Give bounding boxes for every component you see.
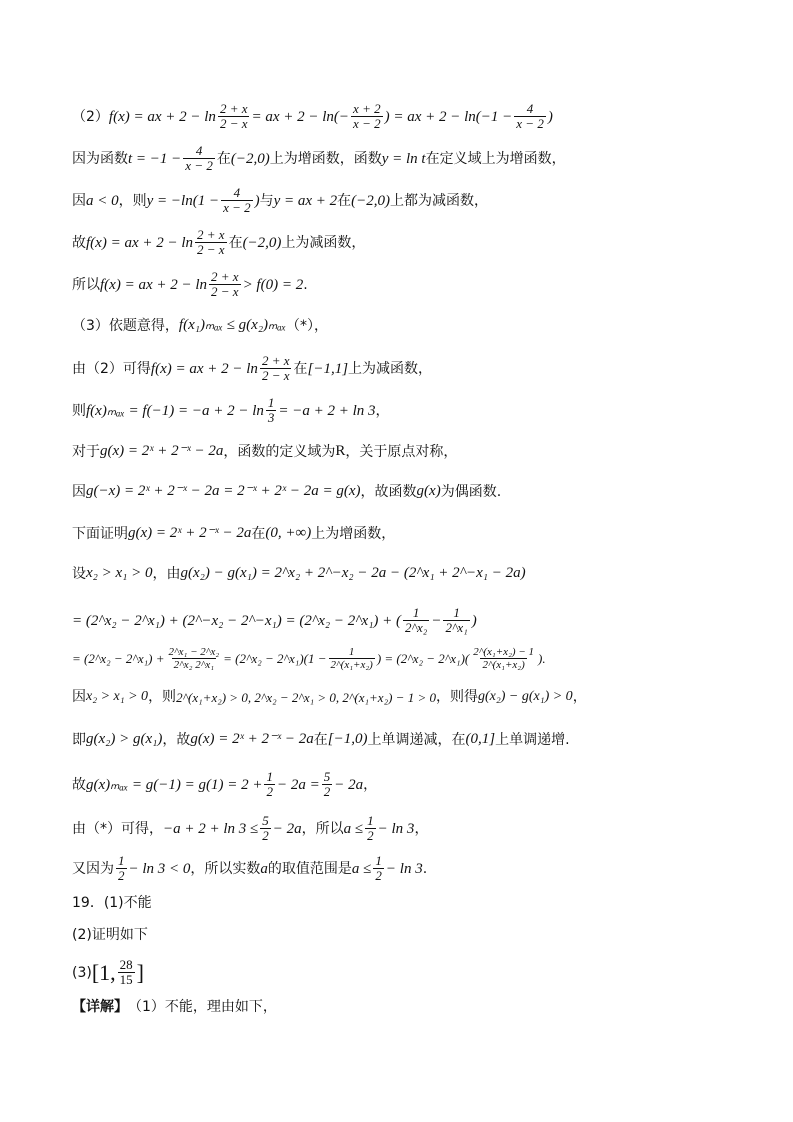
formula: 2^(x₁+x₂) > 0, 2^x₂ − 2^x₁ > 0, 2^(x₁+x₂) − 1 > 0 <box>176 689 436 705</box>
formula: g(x₂) > g(x₁) <box>86 731 163 747</box>
formula: g(x) <box>416 483 441 499</box>
text: 由（*）可得， <box>72 821 163 838</box>
solution-line-19 <box>72 854 427 884</box>
text: （*）， <box>286 317 329 334</box>
formula: (0,1] <box>465 731 496 747</box>
text: ，所以 <box>301 821 344 838</box>
formula: − <box>431 612 442 629</box>
formula: g(x) = 2ˣ + 2⁻ˣ − 2a <box>100 443 224 459</box>
formula: = ax + 2 − ln(− <box>251 108 350 125</box>
solution-line-10 <box>72 484 501 499</box>
text: ，故 <box>162 731 191 748</box>
formula: R <box>335 443 346 459</box>
fraction: $\frac{2 + x}{2 - x}$ <box>261 353 290 384</box>
text: 上单调递增. <box>495 731 570 748</box>
text: ，则 <box>118 193 147 210</box>
text: (3) <box>72 965 92 982</box>
solution-line-12 <box>72 566 526 581</box>
fraction: $\frac{1}{2}$ <box>375 853 382 884</box>
solution-line-6 <box>72 318 328 333</box>
solution-line-1 <box>72 102 553 132</box>
detail-label: 【详解】 <box>72 999 128 1015</box>
fraction: $\frac{2 + x}{2 - x}$ <box>211 269 239 300</box>
fraction: $\frac{\text{2\textasciicircum{}(x₁+x₂) − 1}}{\text{2\textasciicircum{}(x₁+x₂)}}$ <box>473 646 534 672</box>
formula: − ln 3 <box>377 820 415 837</box>
formula: − 2a = <box>276 776 320 793</box>
text: ，则得 <box>435 689 478 705</box>
text: 因 <box>72 483 86 500</box>
text: 下面证明 <box>72 525 128 542</box>
fraction: $\frac{2 + x}{2 - x}$ <box>197 227 225 258</box>
text: 在 <box>216 151 231 168</box>
formula: t = −1 − <box>128 150 182 167</box>
text: (2)证明如下 <box>72 927 148 943</box>
text: 在 <box>313 731 328 748</box>
formula: − ln 3 <box>385 860 423 877</box>
formula: > f(0) = 2 <box>242 276 304 293</box>
formula: a ≤ <box>351 860 372 877</box>
solution-line-16 <box>72 732 570 747</box>
text: 因 <box>72 193 86 210</box>
text: 19．(1)不能 <box>72 895 152 911</box>
formula: f(x) = ax + 2 − ln <box>100 276 208 293</box>
text: 的取值范围是 <box>267 861 352 878</box>
solution-line-14 <box>72 646 546 672</box>
formula: g(−x) = 2ˣ + 2⁻ˣ − 2a = 2⁻ˣ + 2ˣ − 2a = g(x) <box>86 483 361 499</box>
fraction: $\frac{5}{2}$ <box>323 769 331 800</box>
fraction: $\frac{1}{2}$ <box>266 769 273 800</box>
formula: g(x) = 2ˣ + 2⁻ˣ − 2a <box>128 525 252 541</box>
formula: ] <box>136 960 144 986</box>
text: 对于 <box>72 443 100 460</box>
text: 所以 <box>72 277 100 294</box>
text: （1）不能，理由如下， <box>128 999 277 1015</box>
text: 上都为减函数， <box>390 193 489 210</box>
text: ， <box>363 777 378 794</box>
text: 上为增函数，函数 <box>269 151 382 168</box>
formula: x₂ > x₁ > 0 <box>86 565 153 581</box>
text: ，函数的定义域为 <box>223 443 336 460</box>
text: ，由 <box>152 565 181 582</box>
formula: ). <box>537 651 546 667</box>
solution-line-8 <box>72 396 390 426</box>
text: ， <box>414 821 429 838</box>
fraction: $\frac{1}{3}$ <box>267 395 275 426</box>
answer-19-2 <box>72 928 148 942</box>
formula: [1, <box>91 960 116 986</box>
text: ， <box>572 689 587 705</box>
text: 在 <box>337 193 352 210</box>
text: 因 <box>72 689 86 705</box>
text: 故 <box>72 235 86 252</box>
text: 在定义域上为增函数， <box>425 151 566 168</box>
formula: f(x₁)ₘₐₓ ≤ g(x₂)ₘₐₓ <box>178 317 287 333</box>
formula: f(x) = ax + 2 − ln <box>86 234 194 251</box>
formula: g(x₂) − g(x₁) > 0 <box>477 689 573 704</box>
text: 上为增函数， <box>311 525 396 542</box>
answer-19-1 <box>72 896 152 910</box>
formula: (−2,0) <box>230 150 270 167</box>
solution-line-2 <box>72 144 566 174</box>
formula: a <box>260 860 268 877</box>
text: 因为函数 <box>72 151 128 168</box>
formula: a < 0 <box>86 192 119 209</box>
detail-heading <box>72 1000 277 1014</box>
formula: ) <box>471 612 477 629</box>
solution-line-17 <box>72 770 377 800</box>
formula: [−1,0) <box>327 731 368 747</box>
text: 为偶函数. <box>440 483 502 500</box>
text: 设 <box>72 565 86 582</box>
text: 上单调递减，在 <box>367 731 466 748</box>
formula: (−2,0) <box>351 192 391 209</box>
formula: g(x) = 2ˣ + 2⁻ˣ − 2a <box>190 731 314 747</box>
text: 在 <box>251 525 266 542</box>
part-label: （3）依题意得， <box>72 317 179 334</box>
text: 与 <box>259 193 274 210</box>
text: ，则 <box>148 689 177 705</box>
fraction: $\frac{1}{\text{2\textasciicircum{}x₂}}$ <box>405 605 428 636</box>
formula: − ln 3 < 0 <box>128 860 191 877</box>
fraction: $\frac{\text{2\textasciicircum{}x₁ − 2\textasciicircum{}x₂}}{\text{2\textasciicircum{}x₂ 2\textasciicircum{}x₁}}$ <box>168 646 220 672</box>
text: 在 <box>293 361 308 378</box>
answer-19-3 <box>72 958 144 988</box>
text: 则 <box>72 403 86 420</box>
formula: y = −ln(1 − <box>146 192 220 209</box>
formula: − 2a <box>334 776 364 793</box>
text: 又因为 <box>72 861 114 878</box>
formula: ) <box>254 192 260 209</box>
fraction: $\frac{2 + x}{2 - x}$ <box>219 101 248 132</box>
formula: −a + 2 + ln 3 ≤ <box>163 820 259 837</box>
formula: ) = (2^x₂ − 2^x₁)( <box>376 651 470 667</box>
solution-line-5 <box>72 270 308 300</box>
formula: − 2a <box>272 820 302 837</box>
formula: = (2^x₂ − 2^x₁) + (2^−x₂ − 2^−x₁) = (2^x₂ − 2^x₁) + ( <box>72 612 402 629</box>
fraction: $\frac{5}{2}$ <box>262 813 269 844</box>
formula: = −a + 2 + ln 3 <box>278 402 376 419</box>
formula: g(x)ₘₐₓ = g(−1) = g(1) = 2 + <box>86 776 263 793</box>
formula: f(x) = ax + 2 − ln <box>108 108 216 125</box>
formula: ) <box>547 108 553 125</box>
solution-line-15 <box>72 690 587 704</box>
formula: a ≤ <box>343 820 364 837</box>
text: . <box>303 277 308 294</box>
text: ，故函数 <box>360 483 417 500</box>
text: 故 <box>72 777 86 794</box>
fraction: $\frac{x + 2}{x - 2}$ <box>353 101 381 132</box>
formula: x₂ > x₁ > 0 <box>86 689 149 704</box>
fraction: $\frac{4}{x - 2}$ <box>223 185 251 216</box>
formula: f(x) = ax + 2 − ln <box>150 360 258 377</box>
solution-line-18 <box>72 814 428 844</box>
text: . <box>422 861 428 878</box>
solution-line-9 <box>72 444 457 459</box>
text: 即 <box>72 731 86 748</box>
formula: y = ln t <box>381 150 426 167</box>
fraction: $\frac{28}{15}$ <box>119 957 133 988</box>
text: ，关于原点对称， <box>345 443 458 460</box>
fraction: $\frac{1}{\text{2\textasciicircum{}x₁}}$ <box>445 605 468 636</box>
fraction: $\frac{4}{x - 2}$ <box>516 101 544 132</box>
fraction: $\frac{1}{\text{2\textasciicircum{}(x₁+x₂)}}$ <box>330 646 373 672</box>
solution-line-3 <box>72 186 488 216</box>
formula: (0, +∞) <box>265 525 312 541</box>
solution-line-7 <box>72 354 432 384</box>
text: 上为减函数， <box>281 235 366 252</box>
formula: f(x)ₘₐₓ = f(−1) = −a + 2 − ln <box>86 402 264 419</box>
formula: [−1,1] <box>307 360 349 377</box>
fraction: $\frac{1}{2}$ <box>367 813 374 844</box>
part-label: （2） <box>72 109 109 126</box>
text: ，所以实数 <box>190 861 261 878</box>
formula: (−2,0) <box>242 234 282 251</box>
formula: g(x₂) − g(x₁) = 2^x₂ + 2^−x₂ − 2a − (2^x₁ + 2^−x₁ − 2a) <box>180 565 526 581</box>
solution-line-13 <box>72 606 477 636</box>
solution-line-11 <box>72 526 395 541</box>
fraction: $\frac{4}{x - 2}$ <box>185 143 213 174</box>
fraction: $\frac{1}{2}$ <box>118 853 125 884</box>
text: 由（2）可得 <box>72 361 151 378</box>
formula: = (2^x₂ − 2^x₁) + <box>72 651 165 667</box>
text: 在 <box>228 235 243 252</box>
formula: y = ax + 2 <box>273 192 338 209</box>
text: 上为减函数， <box>348 361 433 378</box>
formula: ) = ax + 2 − ln(−1 − <box>384 108 513 125</box>
solution-line-4 <box>72 228 365 258</box>
formula: = (2^x₂ − 2^x₁)(1 − <box>223 651 327 667</box>
text: ， <box>375 403 390 420</box>
